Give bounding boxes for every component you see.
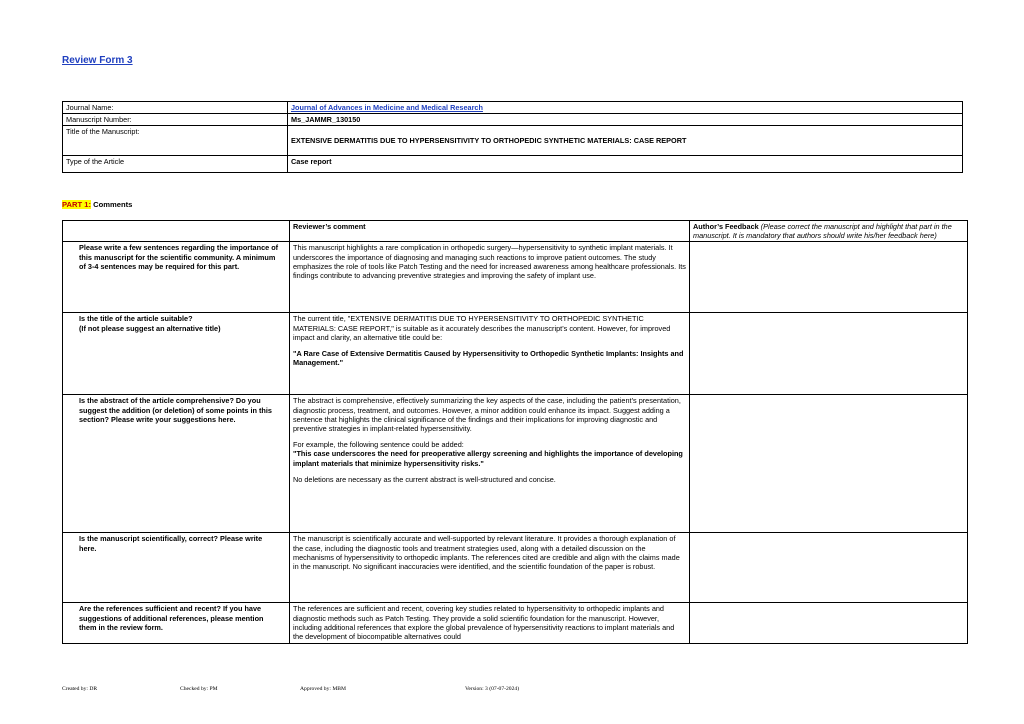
part-heading [62,200,132,209]
question-scientific: Is the manuscript scientifically, correct? Please write here. [63,533,290,603]
comment-row-abstract [63,395,968,533]
footer-version: Version: 3 (07-07-2024) [465,686,520,692]
footer-created-by: Created by: DR [62,686,98,692]
comment-deletions: No deletions are necessary as the current abstract is well-structured and concise. [293,474,556,484]
footer-checked-by: Checked by: PM [180,686,218,692]
comment-example [293,440,686,468]
comment-row-title [63,313,968,395]
reviewer-comment-importance [290,242,690,313]
author-feedback-cell[interactable] [690,242,968,313]
reviewer-comment-references [290,603,690,644]
footer-approved-by: Approved by: MBM [300,686,346,692]
reviewer-comment-title [290,313,690,395]
journal-label: Journal Name: [63,102,288,114]
author-feedback-cell[interactable] [690,313,968,395]
title-value: EXTENSIVE DERMATITIS DUE TO HYPERSENSITIVITY TO ORTHOPEDIC SYNTHETIC MATERIALS: CASE REPORT [288,126,963,156]
manuscript-row [63,114,963,126]
author-feedback-instructions: (Please correct the manuscript and highlight that part in the manuscript. It is mandatory that authors should write his/her feedback here) [693,222,952,241]
header-empty-cell [63,221,290,242]
manuscript-value: Ms_JAMMR_130150 [288,114,963,126]
form-title: Review Form 3 [62,55,133,66]
reviewer-comment-abstract [290,395,690,533]
part-label: PART 1: [62,200,91,209]
type-label: Type of the Article [63,156,288,173]
question-references: Are the references sufficient and recent? If you have suggestions of additional references, please mention them in the review form. [63,603,290,644]
author-feedback-cell[interactable] [690,533,968,603]
example-intro: For example, the following sentence could be added: [293,440,464,450]
reviewer-comment-scientific [290,533,690,603]
author-feedback-label: Author’s Feedback [693,222,759,231]
comment-row-references [63,603,968,644]
header-row [63,221,968,242]
comment-text: The abstract is comprehensive, effectively summarizing the key aspects of the case, including the patient’s presentation, diagnostic process, treatment, and outcomes. However, a minor addition could enhance its impact. Suggest adding a sentence that highlights the clinical significance of the findings and their implications for improving diagnostic and preventive strategies in implant-related hypersensitivity. [293,396,681,434]
author-feedback-header [690,221,968,242]
comment-text: The manuscript is scientifically accurate and well-supported by relevant literature. It provides a thorough explanation of the case, including the diagnostic tools and treatment strategies used, along with a detailed discussion on the mechanisms of hypersensitivity to orthopedic implants. The references cited are credible and align with the claims made in the manuscript. No significant inaccuracies were identified, and the scientific foundation of the paper is robust. [293,534,680,572]
comment-row-scientific [63,533,968,603]
question-title: Is the title of the article suitable? (If not please suggest an alternative title) [63,313,290,395]
title-label: Title of the Manuscript: [63,126,288,156]
comment-text: The current title, "EXTENSIVE DERMATITIS DUE TO HYPERSENSITIVITY TO ORTHOPEDIC SYNTHETIC MATERIALS: CASE REPORT," is suitable as it accurately describes the manuscript’s content. However, for improved impact and clarity, an alternative title could be: [293,314,671,342]
comments-table [62,220,968,644]
journal-row [63,102,963,114]
reviewer-comment-header: Reviewer’s comment [290,221,690,242]
comment-text: The references are sufficient and recent, covering key studies related to hypersensitivity to orthopedic implants and diagnostic methods such as Patch Testing. They provide a solid scientific foundation for the manuscript. However, including additional references that explore the global prevalence of hypersensitivity reactions to implant materials and the development of biocompatible alternatives could [293,604,675,642]
manuscript-info-table [62,101,963,173]
part-title: Comments [93,200,133,209]
journal-value-cell [288,102,963,114]
manuscript-label: Manuscript Number: [63,114,288,126]
type-row [63,156,963,173]
question-abstract: Is the abstract of the article comprehensive? Do you suggest the addition (or deletion) of some points in this section? Please write your suggestions here. [63,395,290,533]
suggested-title: "A Rare Case of Extensive Dermatitis Caused by Hypersensitivity to Orthopedic Synthetic Implants: Insights and Management." [293,349,684,368]
type-value: Case report [288,156,963,173]
journal-link[interactable]: Journal of Advances in Medicine and Medical Research [291,103,483,112]
comment-text: This manuscript highlights a rare complication in orthopedic surgery—hypersensitivity to synthetic implant materials. It underscores the importance of diagnosing and managing such reactions to improve patient outcomes. The study emphasizes the role of tools like Patch Testing and the need for increased awareness among healthcare professionals. Its findings contribute to advancing preventive strategies and improving the safety of implant use. [293,243,686,281]
title-row [63,126,963,156]
question-importance: Please write a few sentences regarding the importance of this manuscript for the scientific community. A minimum of 3-4 sentences may be required for this part. [63,242,290,313]
suggested-sentence: "This case underscores the need for preoperative allergy screening and highlights the importance of developing implant materials that minimize hypersensitivity risks." [293,449,683,468]
comment-row-importance [63,242,968,313]
author-feedback-cell[interactable] [690,395,968,533]
author-feedback-cell[interactable] [690,603,968,644]
